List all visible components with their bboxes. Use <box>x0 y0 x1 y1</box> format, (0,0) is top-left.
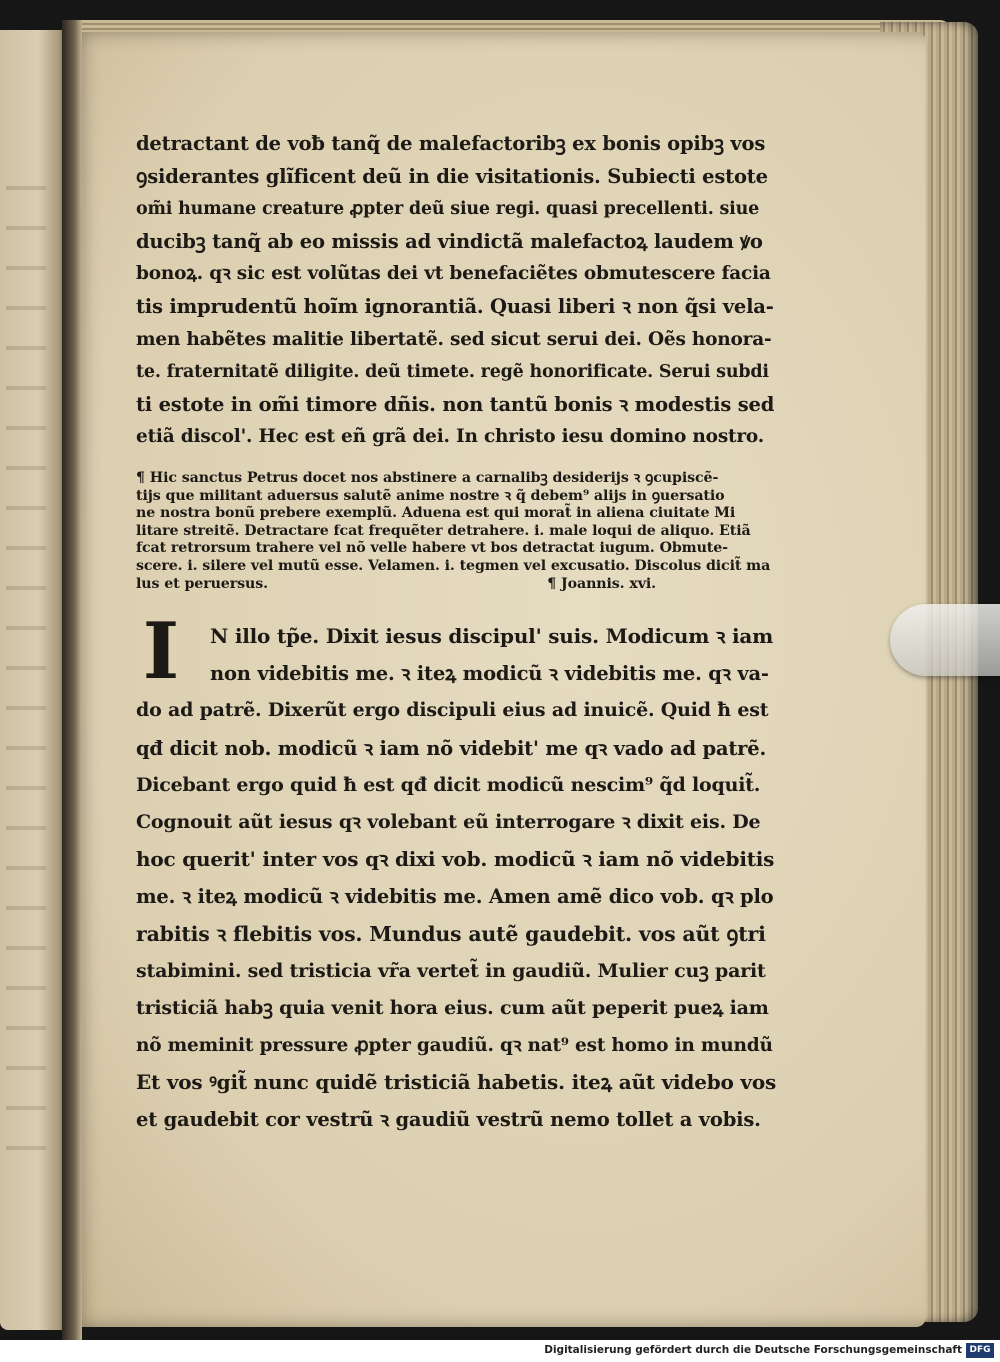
decorated-initial: I <box>142 606 180 697</box>
text-line: ducibꝫ tanq̃ ab eo missis ad vindictã malefactoꝝ laudem ꝟo <box>136 229 763 253</box>
text-line: me. ꝛ iteꝝ modicũ ꝛ videbitis me. Amen amẽ dico vob. qꝛ plo <box>136 885 774 909</box>
text-line: scere. i. silere vel mutũ esse. Velamen. i. tegmen vel excusatio. Discolus dicit̃ ma <box>136 557 771 574</box>
text-line: ne nostra bonũ prebere exemplũ. Aduena est qui morat̃ in aliena ciuitate Mi <box>136 505 736 522</box>
text-line: ꝯsiderantes glĩficent deũ in die visitationis. Subiecti estote <box>136 164 768 188</box>
text-line: et gaudebit cor vestrũ ꝛ gaudiũ vestrũ nemo tollet a vobis. <box>136 1108 761 1132</box>
funding-credit: Digitalisierung gefördert durch die Deutsche Forschungsgemeinschaft <box>544 1344 962 1356</box>
epistle-text <box>136 128 776 454</box>
text-line: hoc querit' inter vos qꝛ dixi vob. modicũ ꝛ iam nõ videbitis <box>136 847 775 872</box>
gospel-heading: ¶ Joannis. xvi. <box>547 575 656 592</box>
text-line: qđ dicit nob. modicũ ꝛ iam nõ videbit' me qꝛ vado ad patrẽ. <box>136 736 767 760</box>
text-line: nõ meminit pressure ꝓpter gaudiũ. qꝛ nat⁹ est homo in mundũ <box>136 1035 773 1057</box>
commentary-last-line <box>136 576 656 594</box>
page-clip <box>890 604 1000 676</box>
text-line: Cognouit aũt iesus qꝛ volebant eũ interrogare ꝛ dixit eis. De <box>136 810 761 833</box>
text-line: ¶ Hic sanctus Petrus docet nos abstinere a carnalibꝫ desiderijs ꝛ ꝯcupiscẽ- <box>136 470 719 486</box>
text-line: detractant de voƀ tanq̃ de malefactoribꝫ ex bonis opibꝫ vos <box>136 132 766 155</box>
text-line: ti estote in om̃i timore dñis. non tantũ bonis ꝛ modestis sed <box>136 392 775 416</box>
commentary-closing: lus et peruersus. <box>136 575 268 592</box>
text-line: non videbitis me. ꝛ iteꝝ modicũ ꝛ videbitis me. qꝛ va- <box>210 662 769 686</box>
gospel-text <box>136 606 777 1139</box>
text-line: men habẽtes malitie libertatẽ. sed sicut serui dei. Oẽs honora- <box>136 328 772 350</box>
text-line: Et vos ꝰgit̃ nunc quidẽ tristiciã habetis. iteꝝ aũt videbo vos <box>136 1070 777 1095</box>
dfg-logo: DFG <box>966 1343 994 1358</box>
left-page-edge <box>0 30 70 1330</box>
text-line: tijs que militant aduersus salutẽ anime nostre ꝛ q̃ debem⁹ alijs in ꝯuersatio <box>136 487 725 504</box>
text-line: N illo tp̃e. Dixit iesus discipul' suis. Modicum ꝛ iam <box>210 624 774 648</box>
text-line: tristiciã habꝫ quia venit hora eius. cum aũt peperit pueꝝ iam <box>136 996 769 1019</box>
book-gutter <box>62 20 82 1340</box>
text-line: bonoꝝ. qꝛ sic est volũtas dei vt benefaciẽtes obmutescere facia <box>136 263 771 285</box>
text-line: om̃i humane creature ꝓpter deũ siue regi. quasi precellenti. siue <box>136 199 760 220</box>
text-line: fcat retrorsum trahere vel nõ velle habere vt bos detractat iugum. Obmute- <box>136 540 728 557</box>
text-line: rabitis ꝛ flebitis vos. Mundus autẽ gaudebit. vos aũt ꝯtri <box>136 921 766 946</box>
text-line: stabimini. sed tristicia vr̃a vertet̃ in gaudiũ. Mulier cuꝫ parit <box>136 959 766 982</box>
commentary-text <box>136 470 776 593</box>
text-line: tis imprudentũ hoĩm ignorantiã. Quasi liberi ꝛ non q̃si vela- <box>136 294 774 318</box>
text-line: etiã discol'. Hec est eñ grã dei. In christo iesu domino nostro. <box>136 426 764 448</box>
text-line: Dicebant ergo quid ħ est qđ dicit modicũ nescim⁹ q̃d loquit̃. <box>136 773 761 796</box>
text-line: do ad patrẽ. Dixerũt ergo discipuli eius ad inuicẽ. Quid ħ est <box>136 699 769 722</box>
footer-bar <box>0 1340 1000 1362</box>
text-line: te. fraternitatẽ diligite. deũ timete. regẽ honorificate. Serui subdi <box>136 362 769 383</box>
text-line: litare streitẽ. Detractare fcat frequẽter detrahere. i. male loqui de aliquo. Etiã <box>136 522 751 539</box>
